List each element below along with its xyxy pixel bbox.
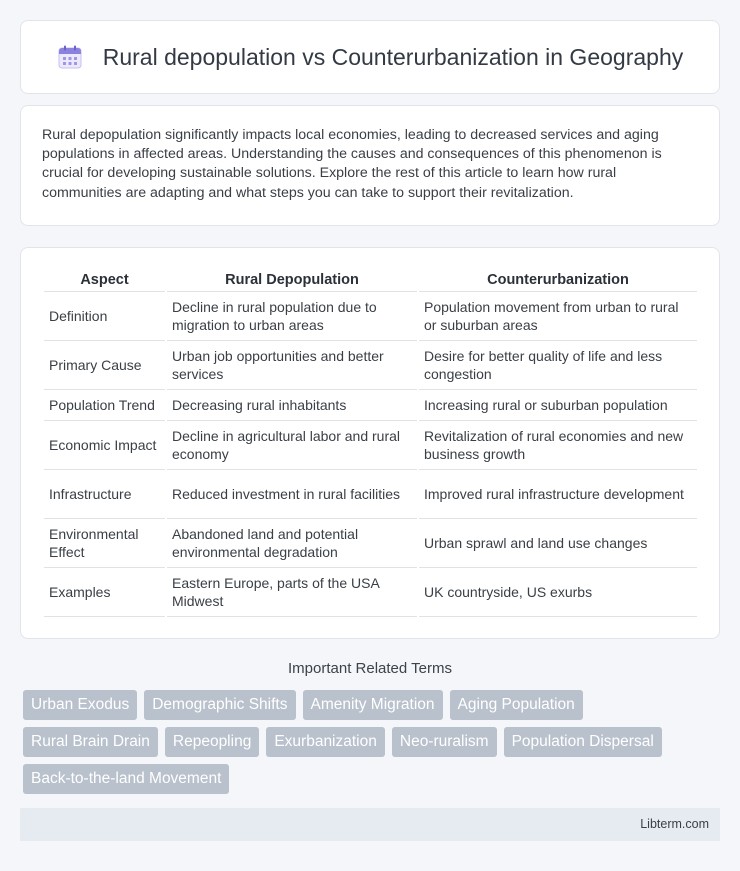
column-header-rural-depopulation: Rural Depopulation bbox=[167, 268, 417, 292]
title-card bbox=[20, 20, 720, 94]
tag-neo-ruralism[interactable]: Neo-ruralism bbox=[392, 727, 497, 757]
tag-rural-brain-drain[interactable]: Rural Brain Drain bbox=[23, 727, 158, 757]
column-header-aspect: Aspect bbox=[44, 268, 165, 292]
table-row bbox=[44, 568, 697, 617]
table-cell-counter: Improved rural infrastructure development bbox=[419, 470, 697, 519]
table-cell-counter: Urban sprawl and land use changes bbox=[419, 519, 697, 568]
table-cell-aspect: Economic Impact bbox=[44, 421, 165, 470]
table-cell-aspect: Primary Cause bbox=[44, 341, 165, 390]
table-row bbox=[44, 292, 697, 341]
tag-repeopling[interactable]: Repeopling bbox=[165, 727, 259, 757]
table-cell-rural: Urban job opportunities and better services bbox=[167, 341, 417, 390]
table-row bbox=[44, 470, 697, 519]
tag-exurbanization[interactable]: Exurbanization bbox=[266, 727, 385, 757]
table-cell-aspect: Definition bbox=[44, 292, 165, 341]
table-cell-rural: Decline in agricultural labor and rural economy bbox=[167, 421, 417, 470]
table-row bbox=[44, 421, 697, 470]
page-title: Rural depopulation vs Counterurbanization in Geography bbox=[102, 43, 684, 70]
table-row bbox=[44, 390, 697, 421]
table-cell-aspect: Examples bbox=[44, 568, 165, 617]
tag-urban-exodus[interactable]: Urban Exodus bbox=[23, 690, 137, 720]
table-cell-counter: Desire for better quality of life and less congestion bbox=[419, 341, 697, 390]
tag-demographic-shifts[interactable]: Demographic Shifts bbox=[144, 690, 295, 720]
comparison-table bbox=[42, 268, 699, 617]
tag-amenity-migration[interactable]: Amenity Migration bbox=[303, 690, 443, 720]
footer-site-link[interactable]: Libterm.com bbox=[640, 817, 709, 832]
table-cell-rural: Reduced investment in rural facilities bbox=[167, 470, 417, 519]
table-cell-rural: Decreasing rural inhabitants bbox=[167, 390, 417, 421]
table-cell-counter: Revitalization of rural economies and new business growth bbox=[419, 421, 697, 470]
table-cell-counter: Population movement from urban to rural or suburban areas bbox=[419, 292, 697, 341]
calendar-icon bbox=[57, 44, 83, 70]
related-terms-list bbox=[20, 690, 710, 794]
table-row bbox=[44, 341, 697, 390]
intro-card bbox=[20, 105, 720, 226]
tag-population-dispersal[interactable]: Population Dispersal bbox=[504, 727, 662, 757]
table-cell-aspect: Environmental Effect bbox=[44, 519, 165, 568]
column-header-counterurbanization: Counterurbanization bbox=[419, 268, 697, 292]
table-cell-counter: UK countryside, US exurbs bbox=[419, 568, 697, 617]
table-row bbox=[44, 519, 697, 568]
table-cell-aspect: Population Trend bbox=[44, 390, 165, 421]
table-cell-rural: Abandoned land and potential environmental degradation bbox=[167, 519, 417, 568]
table-cell-aspect: Infrastructure bbox=[44, 470, 165, 519]
table-cell-rural: Eastern Europe, parts of the USA Midwest bbox=[167, 568, 417, 617]
table-header-row bbox=[44, 268, 697, 292]
table-cell-counter: Increasing rural or suburban population bbox=[419, 390, 697, 421]
comparison-card bbox=[20, 247, 720, 639]
tag-back-to-the-land-movement[interactable]: Back-to-the-land Movement bbox=[23, 764, 229, 794]
footer bbox=[20, 808, 720, 841]
tag-aging-population[interactable]: Aging Population bbox=[450, 690, 583, 720]
table-cell-rural: Decline in rural population due to migration to urban areas bbox=[167, 292, 417, 341]
related-terms-title: Important Related Terms bbox=[288, 659, 452, 677]
intro-text: Rural depopulation significantly impacts local economies, leading to decreased services and aging populations in affected areas. Understanding the causes and consequences of this phenomenon is crucial for developing sustainable solutions. Explore the rest of this article to learn how rural communities are adapting and what steps you can take to support their revitalization. bbox=[42, 127, 662, 201]
